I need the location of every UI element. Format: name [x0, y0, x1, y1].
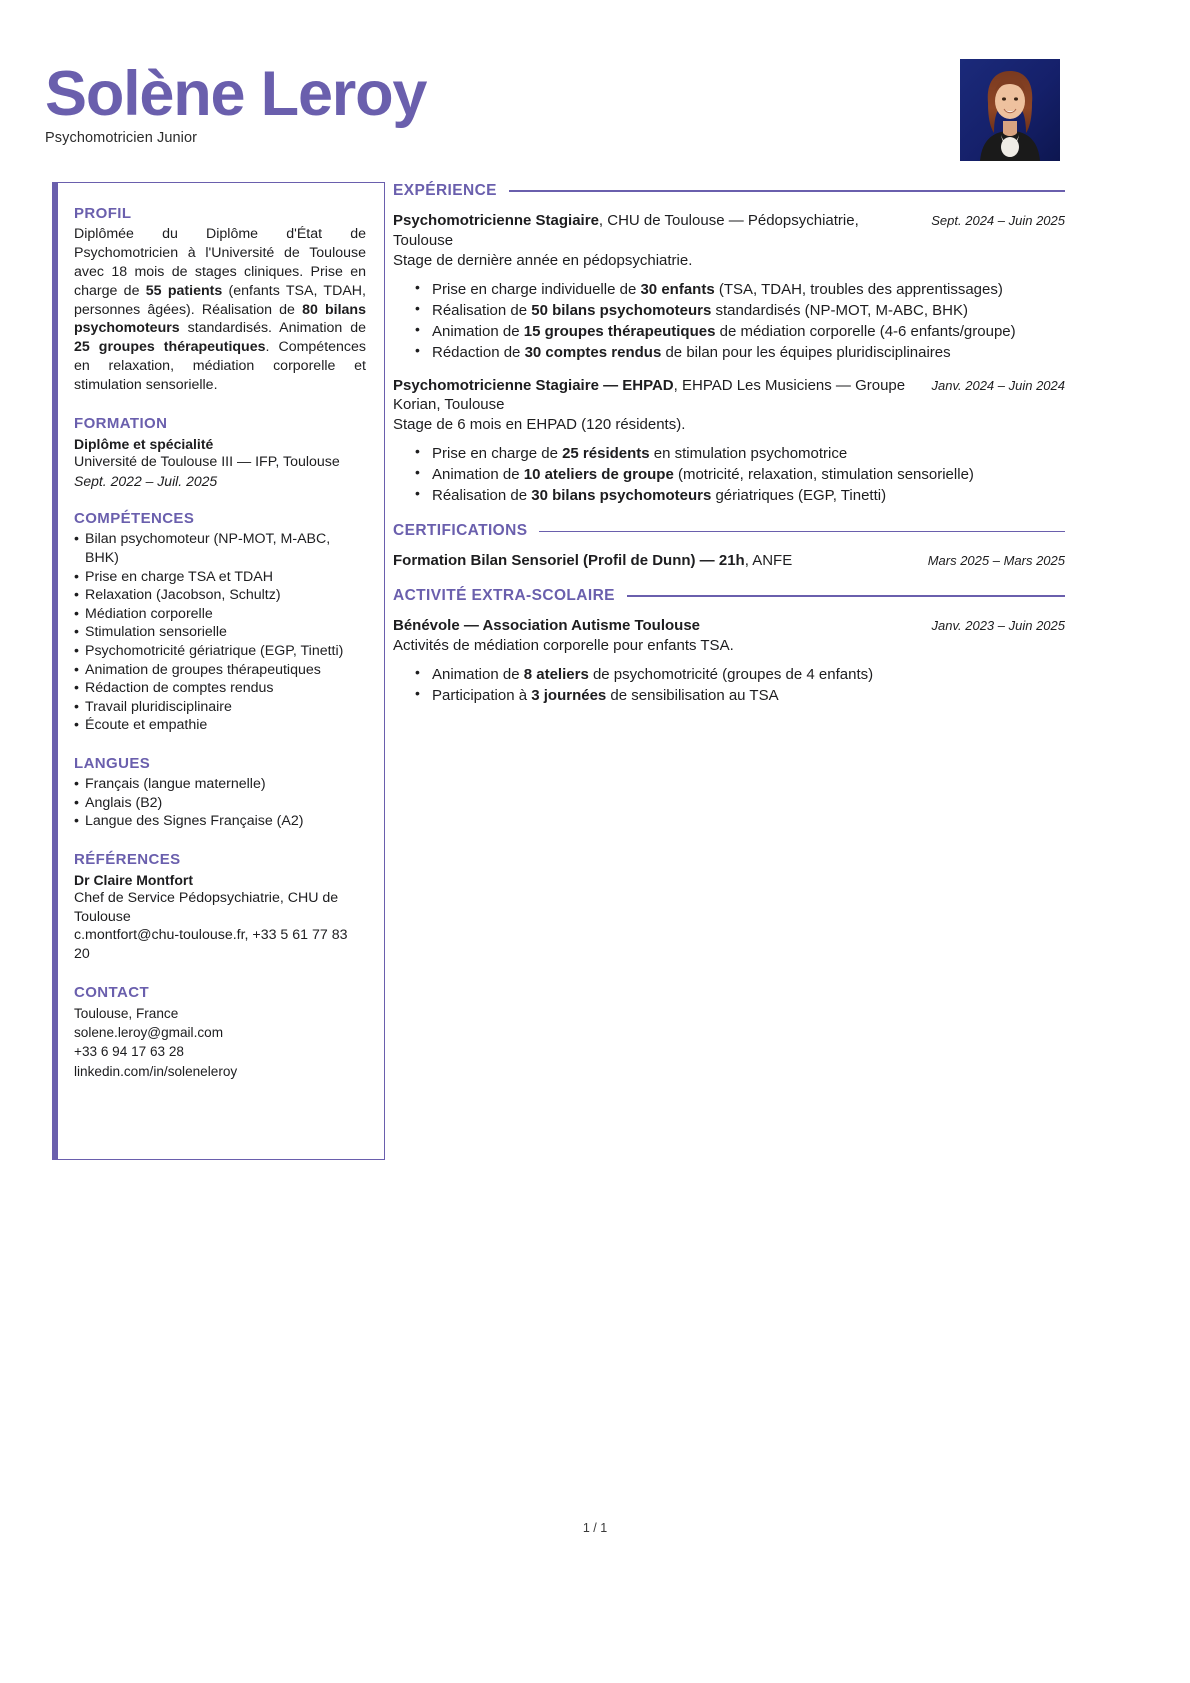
- experience-entry: [393, 211, 1065, 363]
- section-certifications: [393, 522, 1065, 571]
- section-heading-certifications: CERTIFICATIONS: [393, 522, 528, 540]
- entry-bullets: [415, 664, 1065, 706]
- list-item: • Rédaction de 30 comptes rendus de bilan pour les équipes pluridisciplinaires: [415, 342, 1065, 363]
- sidebar-section-competences: [74, 510, 366, 735]
- sidebar-heading-formation: FORMATION: [74, 414, 168, 432]
- page-indicator: 1 / 1: [582, 1521, 608, 1535]
- sidebar-heading-langues: LANGUES: [74, 754, 151, 772]
- certification-entries: [393, 551, 1065, 571]
- list-item: • Stimulation sensorielle: [74, 623, 366, 642]
- entry-bullets: [415, 443, 1065, 506]
- list-item: • Bilan psychomoteur (NP-MOT, M-ABC, BHK): [74, 530, 366, 567]
- section-header-certifications: [393, 522, 1065, 540]
- reference-contact: c.montfort@chu-toulouse.fr, +33 5 61 77 83 20: [74, 927, 348, 963]
- portrait-photo-icon: [960, 59, 1060, 161]
- list-item: • Français (langue maternelle): [74, 775, 366, 794]
- sidebar-section-references: [74, 851, 366, 964]
- list-item: • Animation de 15 groupes thérapeutiques de médiation corporelle (4-6 enfants/groupe): [415, 321, 1065, 342]
- list-item: • Participation à 3 journées de sensibilisation au TSA: [415, 685, 1065, 706]
- list-item: • Prise en charge de 25 résidents en stimulation psychomotrice: [415, 443, 1065, 464]
- extra-entries: [393, 616, 1065, 706]
- experience-entry: [393, 551, 1065, 571]
- entry-header: [393, 376, 1065, 416]
- section-experience: [393, 182, 1065, 506]
- list-item: • Anglais (B2): [74, 794, 366, 813]
- contact-phone[interactable]: +33 6 94 17 63 28: [74, 1044, 184, 1060]
- list-item: • Médiation corporelle: [74, 605, 366, 624]
- list-item: • Réalisation de 30 bilans psychomoteurs gériatriques (EGP, Tinetti): [415, 485, 1065, 506]
- entry-title: Formation Bilan Sensoriel (Profil de Dunn) — 21h, ANFE: [393, 552, 793, 570]
- experience-entries: [393, 211, 1065, 506]
- profile-text: Diplômée du Diplôme d'État de Psychomotricien à l'Université de Toulouse avec 18 mois de stages cliniques. Prise en charge de 55 patients (enfants TSA, TDAH, personnes âgées). Réalisation de 80 bilans psychomoteurs standardisés. Animation de 25 groupes thérapeutiques. Compétences en relaxation, médiation corporelle et stimulation sensorielle.: [74, 226, 367, 393]
- list-item: • Animation de 10 ateliers de groupe (motricité, relaxation, stimulation sensorielle): [415, 464, 1065, 485]
- entry-description: Stage de dernière année en pédopsychiatrie.: [393, 251, 693, 269]
- list-item: • Psychomotricité gériatrique (EGP, Tinetti): [74, 642, 366, 661]
- list-item: • Réalisation de 50 bilans psychomoteurs standardisés (NP-MOT, M-ABC, BHK): [415, 300, 1065, 321]
- formation-degree: Diplôme et spécialité: [74, 435, 214, 452]
- main-column: [393, 182, 1065, 722]
- sidebar-section-profil: [74, 205, 366, 395]
- section-header-experience: [393, 182, 1065, 200]
- entry-description: Stage de 6 mois en EHPAD (120 résidents).: [393, 416, 686, 434]
- entry-header: [393, 616, 1065, 636]
- entry-bullets: [415, 279, 1065, 363]
- list-item: • Prise en charge TSA et TDAH: [74, 568, 366, 587]
- entry-date: Mars 2025 – Mars 2025: [927, 553, 1065, 569]
- list-item: • Rédaction de comptes rendus: [74, 679, 366, 698]
- reference-name: Dr Claire Montfort: [74, 871, 193, 888]
- competences-list: [74, 530, 366, 735]
- entry-title: Bénévole — Association Autisme Toulouse: [393, 617, 701, 635]
- list-item: • Langue des Signes Française (A2): [74, 812, 366, 831]
- page-footer: [0, 1521, 1190, 1535]
- entry-date: Janv. 2023 – Juin 2025: [931, 618, 1065, 634]
- experience-entry: [393, 376, 1065, 507]
- list-item: • Relaxation (Jacobson, Schultz): [74, 586, 366, 605]
- experience-entry: [393, 616, 1065, 706]
- formation-dates: Sept. 2022 – Juil. 2025: [74, 472, 218, 489]
- list-item: • Animation de groupes thérapeutiques: [74, 661, 366, 680]
- entry-header: [393, 211, 1065, 251]
- entry-title: Psychomotricienne Stagiaire, CHU de Toulouse — Pédopsychiatrie, Toulouse: [393, 212, 859, 249]
- entry-header: [393, 551, 1065, 571]
- list-item: • Prise en charge individuelle de 30 enfants (TSA, TDAH, troubles des apprentissages): [415, 279, 1065, 300]
- entry-date: Janv. 2024 – Juin 2024: [931, 377, 1065, 393]
- list-item: • Animation de 8 ateliers de psychomotricité (groupes de 4 enfants): [415, 664, 1065, 685]
- list-item: • Écoute et empathie: [74, 716, 366, 735]
- sidebar-section-contact: [74, 984, 366, 1081]
- section-extra-scolaire: [393, 587, 1065, 706]
- section-divider: [627, 595, 1065, 597]
- job-title: Psychomotricien Junior: [45, 130, 198, 147]
- contact-linkedin[interactable]: linkedin.com/in/soleneleroy: [74, 1063, 238, 1079]
- sidebar-section-formation: [74, 415, 366, 491]
- section-heading-experience: EXPÉRIENCE: [393, 182, 497, 199]
- section-heading-extra-scolaire: ACTIVITÉ EXTRA-SCOLAIRE: [393, 587, 615, 605]
- sidebar-heading-profil: PROFIL: [74, 205, 132, 222]
- sidebar-section-langues: [74, 755, 366, 831]
- entry-title: Psychomotricienne Stagiaire — EHPAD, EHPAD Les Musiciens — Groupe Korian, Toulouse: [393, 376, 906, 414]
- contact-location: Toulouse, France: [74, 1005, 179, 1021]
- section-header-extra-scolaire: [393, 587, 1065, 605]
- sidebar-heading-competences: COMPÉTENCES: [74, 510, 195, 528]
- reference-role: Chef de Service Pédopsychiatrie, CHU de Toulouse: [74, 889, 339, 925]
- langues-list: [74, 775, 366, 831]
- sidebar-heading-references: RÉFÉRENCES: [74, 850, 181, 868]
- section-divider: [509, 190, 1065, 192]
- list-item: • Travail pluridisciplinaire: [74, 698, 366, 717]
- contact-email[interactable]: solene.leroy@gmail.com: [74, 1025, 224, 1041]
- formation-school: Université de Toulouse III — IFP, Toulouse: [74, 454, 340, 471]
- page-title: Solène Leroy: [45, 59, 427, 129]
- avatar: [960, 59, 1060, 161]
- resume-header: [45, 59, 945, 147]
- entry-date: Sept. 2024 – Juin 2025: [931, 213, 1065, 228]
- entry-description: Activités de médiation corporelle pour enfants TSA.: [393, 636, 734, 654]
- sidebar-heading-contact: CONTACT: [74, 983, 150, 1001]
- section-divider: [539, 531, 1065, 533]
- sidebar: [52, 182, 385, 1160]
